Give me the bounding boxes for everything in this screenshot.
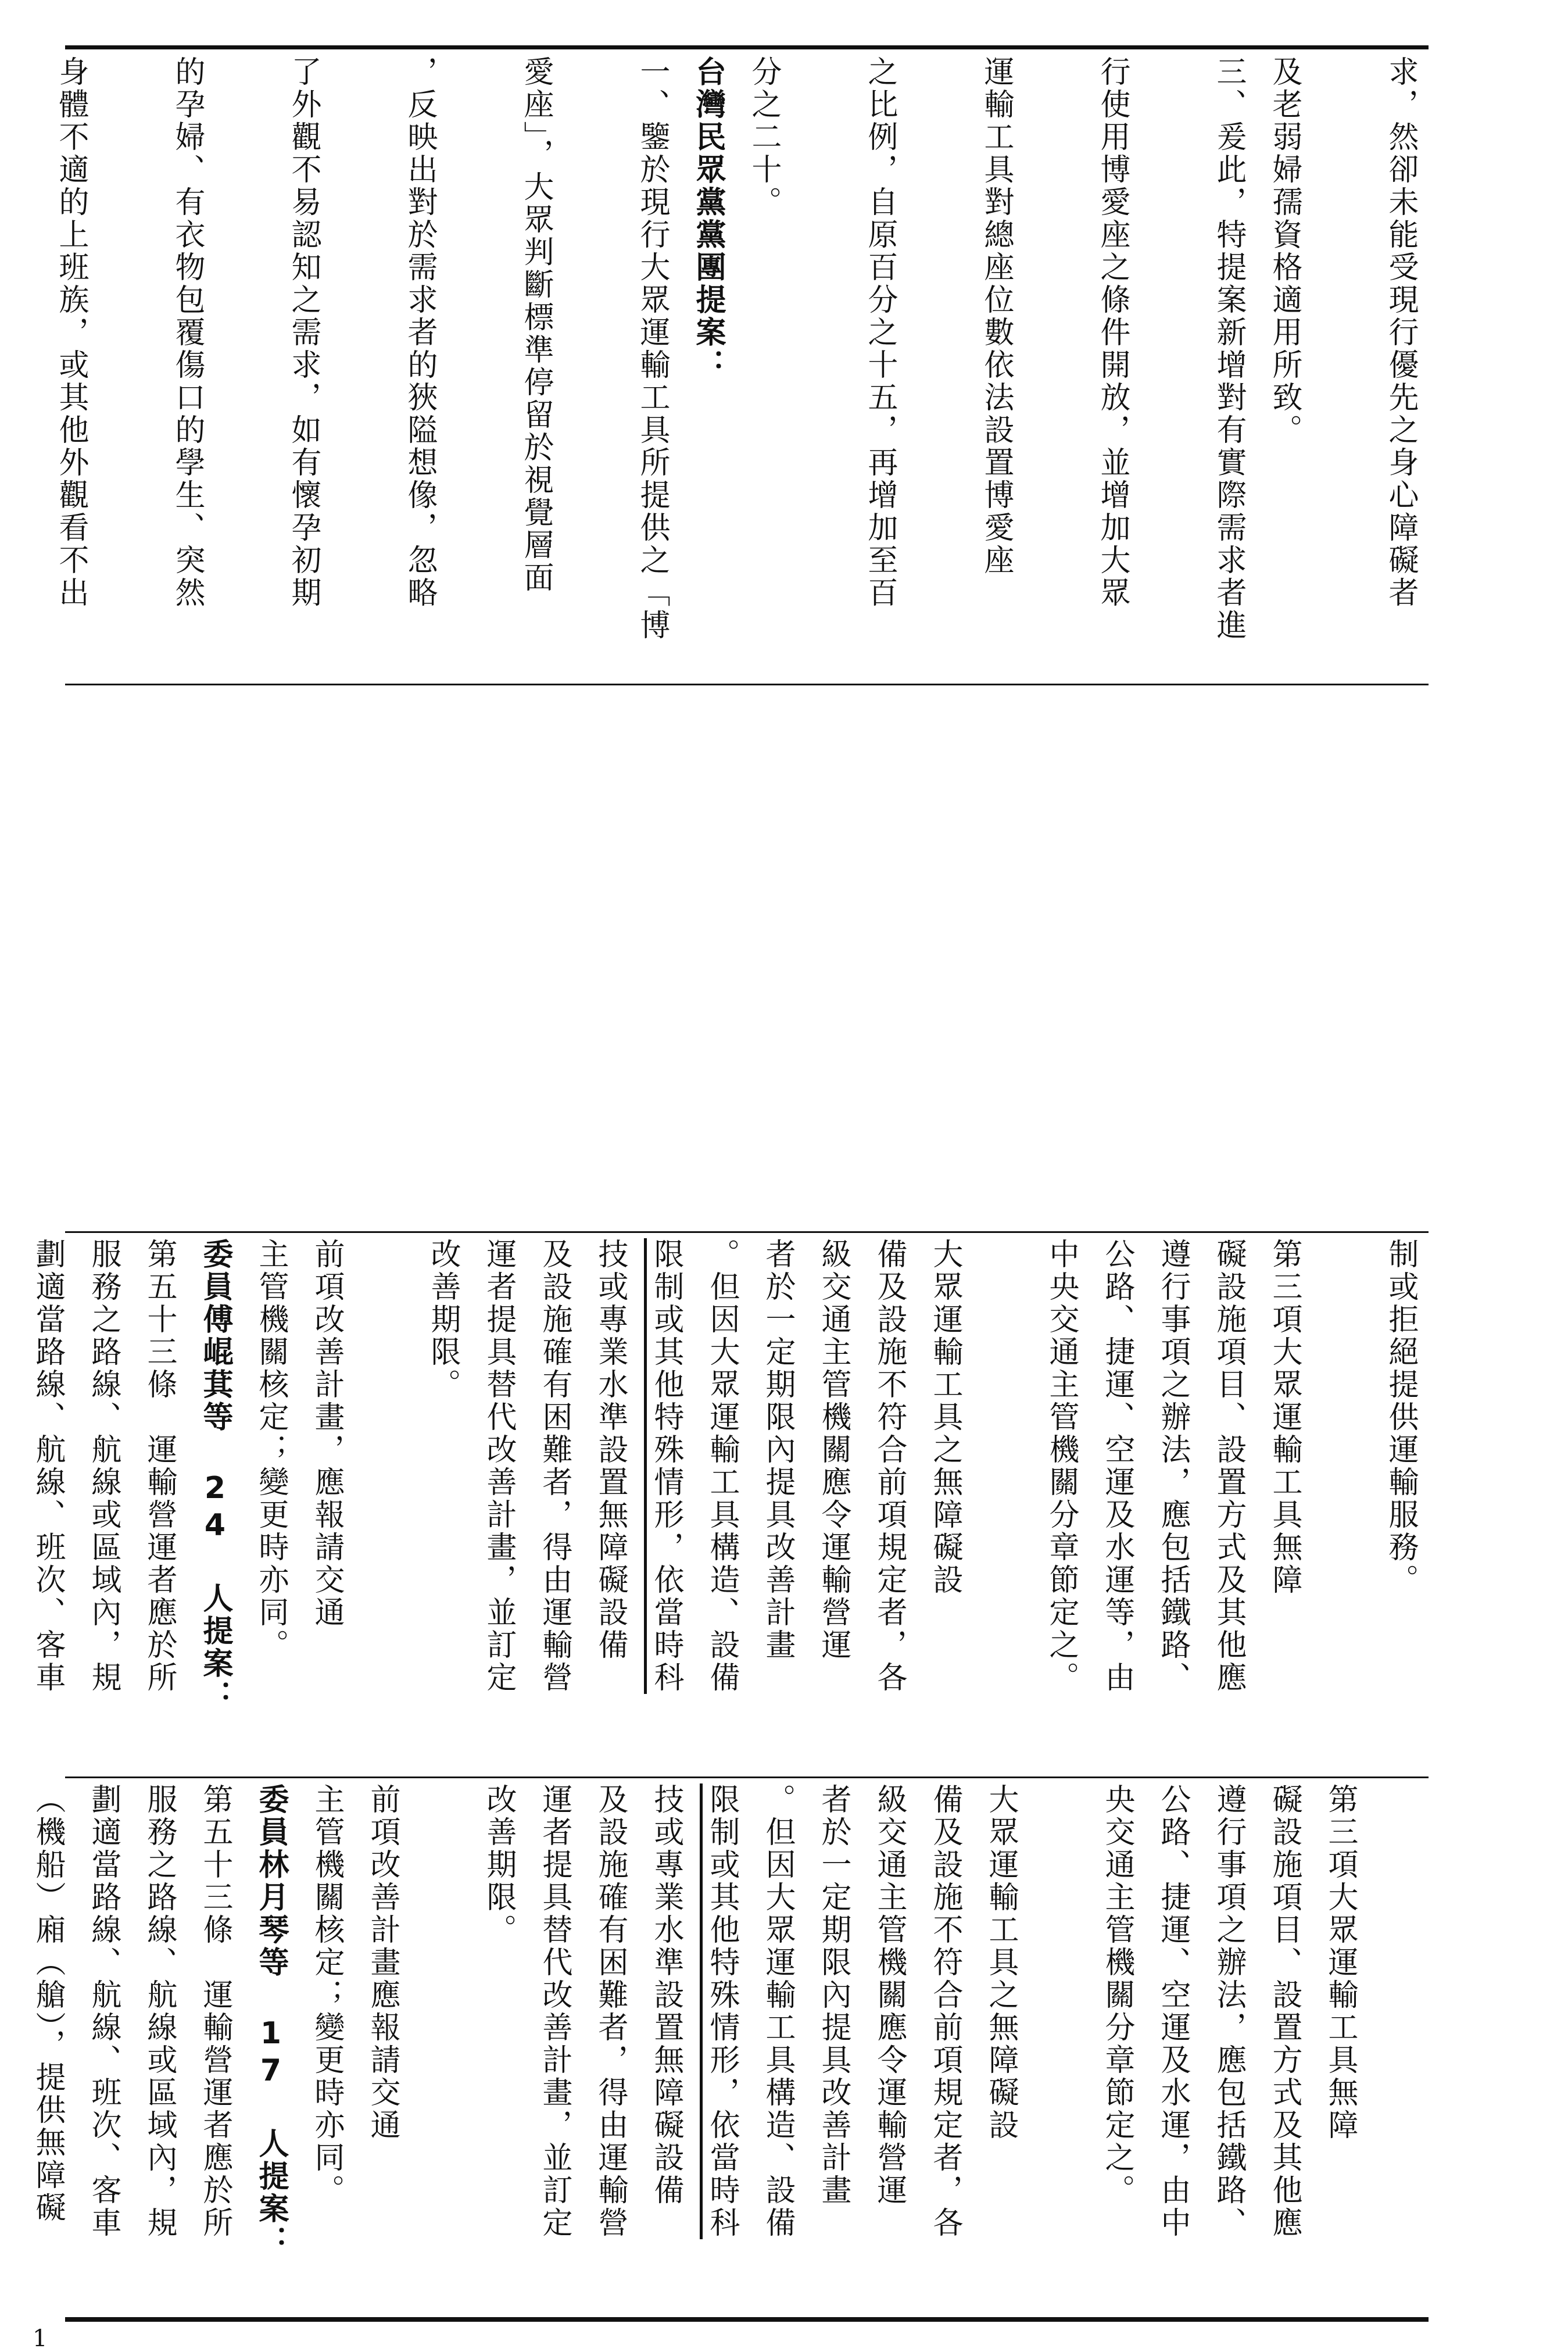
text-line: 級交通主管機關應令運輸營運 — [872, 1783, 907, 2207]
text-line: 前項改善計畫，應報請交通 — [309, 1238, 344, 1629]
text-line: 者於一定期限內提具改善計畫 — [816, 1783, 851, 2207]
bottom-text-block — [30, 1783, 1429, 2314]
text-line: 身體不適的上班族，或其他外觀看不出 — [53, 56, 88, 609]
text-line: 三、爰此，特提案新增對有實際需求者進 — [1211, 56, 1246, 642]
text-line: 備及設施不符合前項規定者，各 — [872, 1238, 907, 1694]
text-line: ，反映出對於需求者的狹隘想像，忽略 — [402, 56, 437, 609]
text-line: 第五十三條 運輸營運者應於所 — [198, 1783, 232, 2239]
text-line: 。但因大眾運輸工具構造、設備 — [704, 1238, 739, 1694]
text-line: 中央交通主管機關分章節定之。 — [1044, 1238, 1079, 1694]
text-line: 礙設施項目、設置方式及其他應 — [1267, 1783, 1302, 2239]
upper-divider-rule — [65, 684, 1429, 685]
text-line: 遵行事項之辦法，應包括鐵路、 — [1211, 1783, 1246, 2239]
text-line: 的孕婦、有衣物包覆傷口的學生、突然 — [170, 56, 205, 609]
text-line: 服務之路線、航線或區域內，規 — [142, 1783, 177, 2239]
text-line: 級交通主管機關應令運輸營運 — [816, 1238, 851, 1661]
text-line: 改善期限。 — [481, 1783, 516, 1946]
top-right-text-block — [53, 56, 1429, 678]
text-line: 。但因大眾運輸工具構造、設備 — [760, 1783, 795, 2239]
section-heading: 台灣民眾黨黨團提案： — [690, 56, 725, 381]
text-line — [0, 56, 43, 678]
text-line: 及設施確有困難者，得由運輸營 — [593, 1783, 628, 2239]
text-line: 分之二十。 — [746, 56, 781, 219]
lower-divider-rule — [65, 1231, 1429, 1233]
page-number: 1 — [33, 2325, 48, 2352]
text-line: 前項改善計畫應報請交通 — [365, 1783, 400, 2142]
text-line: 限制或其他特殊情形，依當時科 — [649, 1238, 683, 1694]
text-line: 者於一定期限內提具改善計畫 — [760, 1238, 795, 1661]
text-line: 第三項大眾運輸工具無障 — [1267, 1238, 1302, 1596]
text-line: 主管機關核定；變更時亦同。 — [309, 1783, 344, 2207]
text-line: 第三項大眾運輸工具無障 — [1323, 1783, 1358, 2142]
text-line: 大眾運輸工具之無障礙設 — [928, 1238, 962, 1596]
text-line: 劃適當路線、航線、班次、客車 — [30, 1238, 65, 1694]
text-line: 服務之路線、航線或區域內，規 — [86, 1238, 121, 1694]
text-line: 求，然卻未能受現行優先之身心障礙者 — [1383, 56, 1418, 609]
section-heading: 委員林月琴等 17 人提案： — [253, 1783, 288, 2258]
text-line: 一、鑒於現行大眾運輸工具所提供之「博 — [635, 56, 670, 642]
text-line: 技或專業水準設置無障礙設備 — [593, 1238, 628, 1661]
text-line: 之比例，自原百分之十五，再增加至百 — [862, 56, 897, 609]
top-rule — [65, 45, 1429, 49]
text-line: 礙設施項目、設置方式及其他應 — [1211, 1238, 1246, 1694]
text-line: （機船）廂（艙），提供無障礙 — [30, 1783, 65, 2224]
middle-text-block — [30, 1238, 1429, 1773]
text-line: 及老弱婦孺資格適用所致。 — [1267, 56, 1302, 446]
bottom-rule — [65, 2317, 1429, 2322]
text-line: 及設施確有困難者，得由運輸營 — [537, 1238, 572, 1694]
text-line: 制或拒絕提供運輸服務。 — [1383, 1238, 1418, 1596]
text-line: 了外觀不易認知之需求，如有懷孕初期 — [286, 56, 321, 609]
text-line: 主管機關核定；變更時亦同。 — [253, 1238, 288, 1661]
text-line: 行使用博愛座之條件開放，並增加大眾 — [1095, 56, 1130, 609]
text-line: 劃適當路線、航線、班次、客車 — [86, 1783, 121, 2239]
text-line: 運者提具替代改善計畫，並訂定 — [537, 1783, 572, 2239]
text-line: 技或專業水準設置無障礙設備 — [649, 1783, 683, 2207]
text-line: 運輸工具對總座位數依法設置博愛座 — [979, 56, 1014, 577]
text-line: 公路、捷運、空運及水運，由中 — [1155, 1783, 1190, 2239]
text-line: 運者提具替代改善計畫，並訂定 — [481, 1238, 516, 1694]
text-line: 遵行事項之辦法，應包括鐵路、 — [1155, 1238, 1190, 1694]
text-line: 備及設施不符合前項規定者，各 — [928, 1783, 962, 2239]
text-line: 改善期限。 — [425, 1238, 460, 1401]
column-divider-rule — [65, 1776, 1429, 1778]
text-line: 限制或其他特殊情形，依當時科 — [704, 1783, 739, 2239]
text-line: 央交通主管機關分章節定之。 — [1100, 1783, 1134, 2207]
text-line: 公路、捷運、空運及水運等，由 — [1100, 1238, 1134, 1694]
section-heading: 委員傅崐萁等 24 人提案： — [198, 1238, 232, 1713]
text-line: 第五十三條 運輸營運者應於所 — [142, 1238, 177, 1694]
text-line: 大眾運輸工具之無障礙設 — [983, 1783, 1018, 2142]
text-line: 愛座」，大眾判斷標準停留於視覺層面 — [518, 56, 553, 594]
